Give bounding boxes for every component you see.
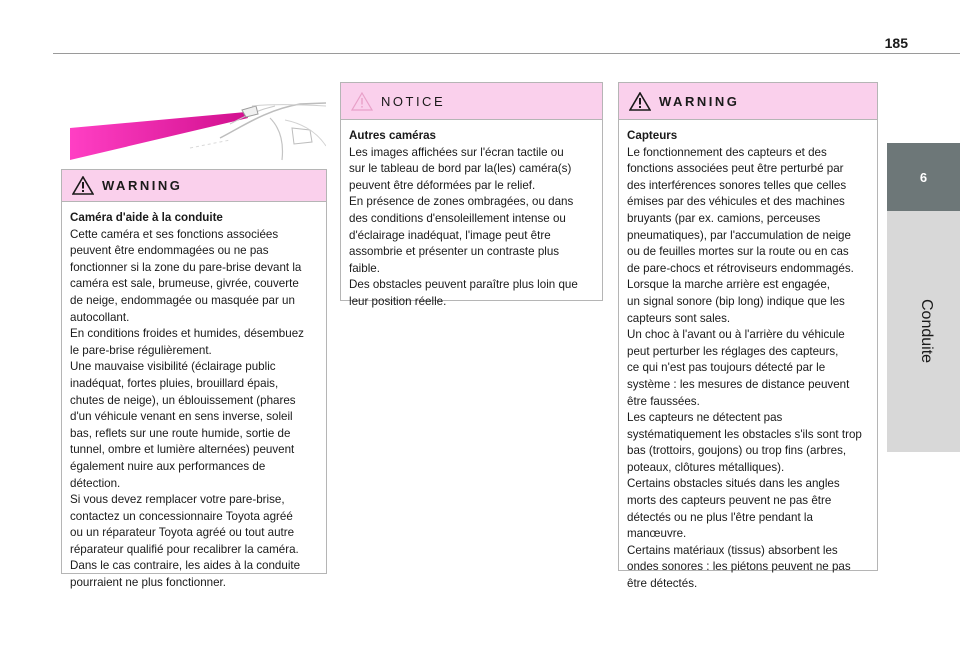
chapter-label: Conduite: [918, 299, 935, 364]
page-number: 185: [884, 35, 908, 51]
windshield-camera-icon: [70, 98, 326, 162]
warning-box-sensors: [618, 82, 878, 591]
warning-triangle-icon: [629, 92, 651, 111]
header-rule: [53, 53, 960, 54]
notice-subtitle: Autres caméras: [349, 129, 437, 142]
warning-triangle-icon: [72, 176, 94, 195]
warning-text: Le fonctionnement des capteurs et des fonctions associées peut être perturbé par des interférences sonores telles que celles émises par des véhicules et des machines bruyants (par ex. camions, perceuses pneumatiques), par l'accumulation de neige ou de feuilles mortes sur la route ou en cas de pare-chocs et rétroviseurs endommagés. Lorsque la marche arrière est engagée, un signal sonore (bip long) indique que les capteurs sont sales. Un choc à l'avant ou à l'arrière du véhicule peut perturber les réglages des capteurs, ce qui n'est pas toujours détecté par le système : les mesures de distance peuvent être faussées. Les capteurs ne détectent pas systématiquement les obstacles s'ils sont trop bas (trottoirs, goujons) ou trop fins (arbres, poteaux, clôtures métalliques). Certains obstacles situés dans les angles morts des capteurs peuvent ne pas être détectés ou ne plus l'être pendant la manœuvre. Certains matériaux (tissus) absorbent les ondes sonores : les piétons peuvent ne pas être détectés.: [627, 145, 862, 591]
warning-header: [62, 170, 326, 202]
warning-box-camera: [61, 169, 327, 590]
warning-title: WARNING: [659, 93, 740, 109]
chapter-tab[interactable]: [887, 143, 960, 452]
warning-subtitle: Caméra d'aide à la conduite: [70, 211, 223, 224]
chapter-number: 6: [887, 143, 960, 211]
notice-title: NOTICE: [381, 93, 446, 109]
notice-header: [341, 83, 602, 120]
warning-header: [619, 83, 877, 120]
windshield-camera-illustration: [70, 98, 326, 162]
notice-text: Les images affichées sur l'écran tactile ou sur le tableau de bord par la(les) caméra(s) peuvent être déformées par le relief. En présence de zones ombragées, ou dans des conditions d'ensoleillement intense ou d'éclairage inadéquat, l'image peut être assombrie et présenter un contraste plus faible. Des obstacles peuvent paraître plus loin que leur position réelle.: [349, 145, 578, 308]
notice-triangle-icon: [351, 92, 373, 111]
chapter-label-strip: [887, 211, 960, 452]
notice-box-cameras: [340, 82, 603, 308]
warning-title: WARNING: [102, 178, 183, 193]
warning-subtitle: Capteurs: [627, 129, 678, 142]
warning-text: Cette caméra et ses fonctions associées peuvent être endommagées ou ne pas fonctionner si la zone du pare-brise devant la caméra est sale, brumeuse, givrée, couverte de neige, endommagée ou masquée par un autocollant. En conditions froides et humides, désembuez le pare-brise régulièrement. Une mauvaise visibilité (éclairage public inadéquat, fortes pluies, brouillard épais, chutes de neige), un éblouissement (phares d'un véhicule venant en sens inverse, soleil bas, reflets sur une route humide, sortie de tunnel, ombre et lumière alternées) peuvent également nuire aux performances de détection. Si vous devez remplacer votre pare-brise, contactez un concessionnaire Toyota agréé ou un réparateur Toyota agréé ou tout autre réparateur qualifié pour recalibrer la caméra. Dans le cas contraire, les aides à la conduite pourraient ne plus fonctionner.: [70, 227, 304, 590]
